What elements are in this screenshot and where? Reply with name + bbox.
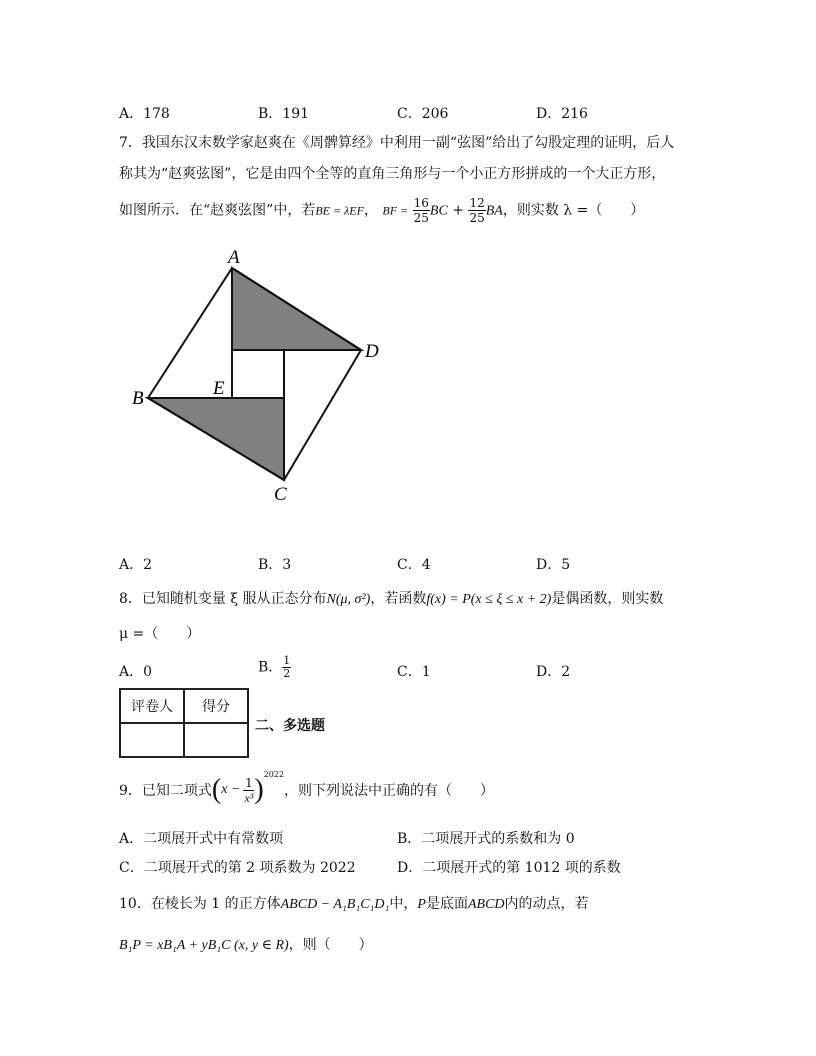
q9-option-d: D．二项展开式的第 1012 项的系数: [397, 860, 621, 876]
q7-option-d: D．5: [536, 557, 571, 573]
q10-vector-equation: B₁P = xB₁A + yB₁C (x, y ∈ R): [119, 938, 289, 953]
q8-option-d: D．2: [536, 664, 571, 680]
q9-fraction: $\frac{1}{\text{x³}}$: [244, 775, 254, 805]
score-header: 得分: [184, 689, 248, 723]
q9-exponent: 2022: [263, 770, 285, 779]
q8-normal-distribution: N(μ, σ²): [326, 592, 371, 607]
q10-text-d: 内的动点，若: [504, 896, 589, 912]
grader-header: 评卷人: [120, 689, 184, 723]
section-2-title: 二、多选题: [255, 718, 325, 734]
q10-cube: ABCD − A₁B₁C₁D₁: [280, 897, 390, 912]
grading-table: [119, 688, 249, 758]
zhao-shuang-diagram: [110, 240, 400, 510]
q7-line3-text-b: ，则实数 λ =（ ）: [502, 202, 645, 219]
label-e: E: [213, 378, 225, 399]
q8-text-a: 8．已知随机变量 ξ 服从正态分布: [119, 591, 327, 607]
q10-line2: [119, 934, 373, 954]
q7-vector-equation-1: BE = λEF: [315, 203, 364, 218]
q6-option-b: B．191: [258, 106, 310, 122]
q7-line1: 7．我国东汉末数学家赵爽在《周髀算经》中利用一副“弦图”给出了勾股定理的证明，后人: [119, 135, 675, 151]
q8-half-fraction: $\frac{1}{2}$: [283, 654, 291, 680]
q10-text-e: ，则（ ）: [288, 937, 373, 953]
q10-line1: [119, 893, 589, 913]
q7-fraction-2: $\frac{12}{25}$: [469, 196, 485, 225]
q7-line3-text-a: 如图所示．在“赵爽弦图”中，若: [119, 202, 316, 219]
q7-line3: [119, 196, 644, 225]
q6-option-a: A．178: [119, 106, 170, 122]
q10-text-c: 是底面: [425, 896, 468, 912]
q7-vector-bf: BF =: [382, 203, 409, 218]
q9-line: 9．已知二项式 ( x − $\frac{1}{\text{x³}}$ ) 2022 ，则下列说法中正确的有（ ）: [119, 770, 495, 805]
q9-text-a: 9．已知二项式: [119, 783, 212, 799]
q9-text-b: ，则下列说法中正确的有（ ）: [284, 783, 495, 799]
grader-cell: [120, 723, 184, 757]
q7-plus: +: [452, 202, 464, 219]
label-d: D: [365, 341, 379, 362]
q6-option-c: C．206: [397, 106, 449, 122]
q8-text-b: ，若函数: [370, 591, 427, 607]
q7-option-a: A．2: [119, 557, 153, 573]
q7-vector-bc: BC: [429, 203, 448, 219]
q9-x: x −: [221, 782, 241, 797]
q8-function: f(x) = P(x ≤ ξ ≤ x + 2): [426, 592, 552, 607]
q7-fraction-1: $\frac{16}{25}$: [413, 196, 429, 225]
q7-line2: 称其为“赵爽弦图”，它是由四个全等的直角三角形与一个小正方形拼成的一个大正方形，: [119, 166, 666, 182]
score-cell: [184, 723, 248, 757]
q7-comma: ，: [363, 202, 378, 219]
label-c: C: [274, 484, 287, 505]
label-b: B: [132, 388, 144, 409]
q8-option-a: A．0: [119, 664, 153, 680]
q9-option-a: A．二项展开式中有常数项: [119, 831, 284, 847]
q8-line1: [119, 588, 663, 608]
q7-option-c: C．4: [397, 557, 431, 573]
q8-line2: μ =（ ）: [119, 626, 201, 642]
q10-text-a: 10．在棱长为 1 的正方体: [119, 896, 281, 912]
q10-point-p: P: [417, 897, 426, 912]
q9-option-b: B．二项展开式的系数和为 0: [397, 831, 575, 847]
label-a: A: [228, 247, 240, 268]
q10-base: ABCD: [467, 897, 505, 912]
q8-option-b: B． $\frac{1}{2}$: [258, 654, 291, 680]
q6-option-d: D．216: [536, 106, 588, 122]
q8-option-c: C．1: [397, 664, 431, 680]
q8-text-c: 是偶函数，则实数: [551, 591, 664, 607]
q7-vector-ba: BA: [485, 203, 503, 219]
q9-option-c: C．二项展开式的第 2 项系数为 2022: [119, 860, 356, 876]
q7-option-b: B．3: [258, 557, 292, 573]
q10-text-b: 中，: [389, 896, 418, 912]
